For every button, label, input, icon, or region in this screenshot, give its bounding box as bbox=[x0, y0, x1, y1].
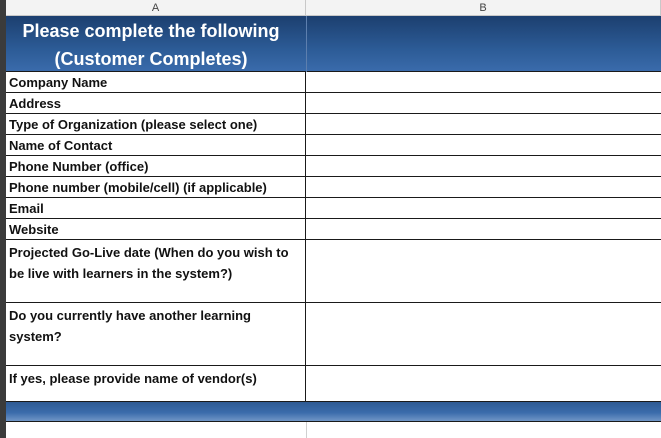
cell-label-contact-name[interactable]: Name of Contact bbox=[6, 135, 306, 155]
cell-label-phone-mobile[interactable]: Phone number (mobile/cell) (if applicable) bbox=[6, 177, 306, 197]
form-row-phone-office bbox=[6, 156, 661, 177]
address-field[interactable] bbox=[306, 93, 661, 113]
cell-label-phone-office[interactable]: Phone Number (office) bbox=[6, 156, 306, 176]
cell-value-email[interactable] bbox=[306, 198, 661, 218]
cell-value-current-learning-system[interactable] bbox=[306, 303, 661, 365]
vendor-name-field[interactable] bbox=[306, 366, 661, 401]
cell-value-website[interactable] bbox=[306, 219, 661, 239]
cell-value-company-name[interactable] bbox=[306, 72, 661, 92]
form-row-go-live-date bbox=[6, 240, 661, 303]
form-row-company-name bbox=[6, 72, 661, 93]
form-title-block[interactable] bbox=[6, 16, 661, 72]
title-column-divider bbox=[306, 16, 307, 72]
form-subtitle: (Customer Completes) bbox=[54, 49, 248, 69]
cell-value-contact-name[interactable] bbox=[306, 135, 661, 155]
cell-label-company-name[interactable]: Company Name bbox=[6, 72, 306, 92]
cell-label-organization-type[interactable]: Type of Organization (please select one) bbox=[6, 114, 306, 134]
cell-value-phone-mobile[interactable] bbox=[306, 177, 661, 197]
website-field[interactable] bbox=[306, 219, 661, 239]
cell-value-phone-office[interactable] bbox=[306, 156, 661, 176]
cell-value-go-live-date[interactable] bbox=[306, 240, 661, 302]
form-title: Please complete the following bbox=[22, 21, 280, 41]
column-header-bar bbox=[0, 0, 661, 16]
organization-type-field[interactable] bbox=[306, 114, 661, 134]
form-row-vendor-name bbox=[6, 366, 661, 402]
current-learning-system-field[interactable] bbox=[306, 303, 661, 365]
email-field[interactable] bbox=[306, 198, 661, 218]
column-header-b[interactable]: B bbox=[306, 0, 661, 16]
form-row-email bbox=[6, 198, 661, 219]
cell-value-organization-type[interactable] bbox=[306, 114, 661, 134]
cell-label-go-live-date[interactable]: Projected Go-Live date (When do you wish to be live with learners in the system?) bbox=[6, 240, 306, 302]
cell-label-vendor-name[interactable]: If yes, please provide name of vendor(s) bbox=[6, 366, 306, 401]
form-row-organization-type bbox=[6, 114, 661, 135]
cell-label-current-learning-system[interactable]: Do you currently have another learning system? bbox=[6, 303, 306, 365]
form-row-website bbox=[6, 219, 661, 240]
go-live-date-field[interactable] bbox=[306, 240, 661, 302]
form-row-address bbox=[6, 93, 661, 114]
cell-value-vendor-name[interactable] bbox=[306, 366, 661, 401]
column-header-a[interactable]: A bbox=[6, 0, 306, 16]
empty-row[interactable] bbox=[6, 422, 661, 438]
contact-name-field[interactable] bbox=[306, 135, 661, 155]
form-row-phone-mobile bbox=[6, 177, 661, 198]
footer-band[interactable] bbox=[6, 402, 661, 422]
phone-office-field[interactable] bbox=[306, 156, 661, 176]
cell-label-email[interactable]: Email bbox=[6, 198, 306, 218]
cell-label-address[interactable]: Address bbox=[6, 93, 306, 113]
phone-mobile-field[interactable] bbox=[306, 177, 661, 197]
form-row-current-learning-system bbox=[6, 303, 661, 366]
cell-label-website[interactable]: Website bbox=[6, 219, 306, 239]
cell-value-address[interactable] bbox=[306, 93, 661, 113]
company-name-field[interactable] bbox=[306, 72, 661, 92]
empty-row-divider bbox=[306, 422, 307, 438]
form-row-contact-name bbox=[6, 135, 661, 156]
